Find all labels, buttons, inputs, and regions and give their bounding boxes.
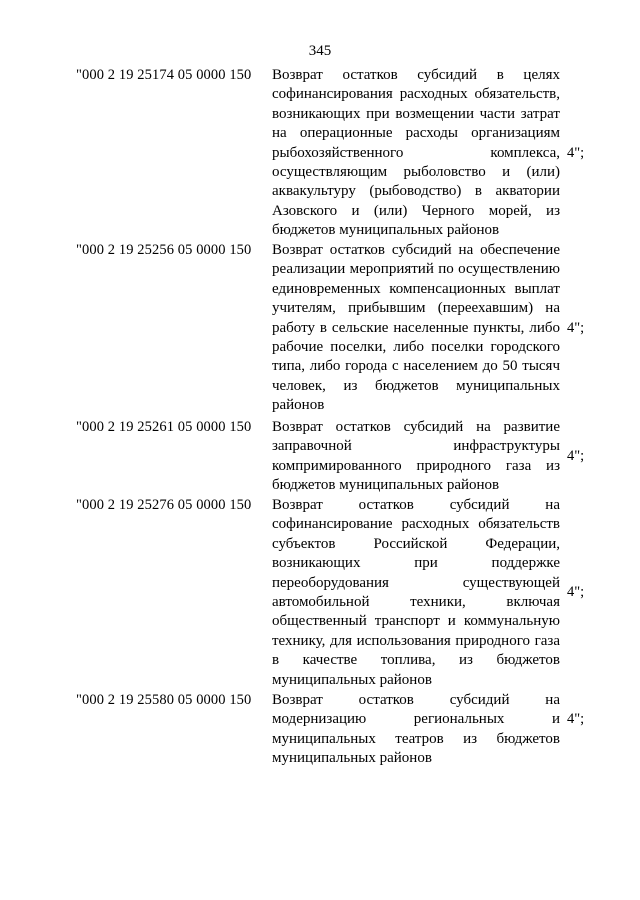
row-description: Возврат остатков субсидий в целях софинансирования расходных обязательств, возникающих при возмещении части затрат на операционные расходы организациям рыбохозяйственного комплекса, осуществляющим рыболовство и (или) аквакультуру (рыбоводство) в акватории Азовского и (или) Черного морей, из бюджетов муниципальных районов (272, 67, 560, 239)
table-row (76, 66, 596, 240)
budget-code: "000 2 19 25580 05 0000 150 (76, 692, 252, 708)
row-description: Возврат остатков субсидий на развитие заправочной инфраструктуры компримированного природного газа из бюджетов муниципальных районов (272, 419, 560, 494)
table-row (76, 496, 596, 690)
row-amount: 4"; (567, 145, 585, 161)
row-amount: 4"; (567, 711, 585, 727)
row-description: Возврат остатков субсидий на модернизацию региональных и муниципальных театров из бюджетов муниципальных районов (272, 692, 560, 767)
row-amount: 4"; (567, 448, 585, 464)
table-row (76, 418, 596, 496)
table-row (76, 241, 596, 415)
budget-code: "000 2 19 25174 05 0000 150 (76, 67, 252, 83)
row-description: Возврат остатков субсидий на софинансирование расходных обязательств субъектов Российской Федерации, возникающих при поддержке переоборудования существующей автомобильной техники, включая общественный транспорт и коммунальную технику, для использования природного газа в качестве топлива, из бюджетов муниципальных районов (272, 497, 560, 688)
table-row (76, 691, 596, 767)
row-description: Возврат остатков субсидий на обеспечение реализации мероприятий по осуществлению единовременных компенсационных выплат учителям, прибывшим (переехавшим) на работу в сельские населенные пункты, либо рабочие поселки, либо поселки городского типа, либо города с населением до 50 тысяч человек, из бюджетов муниципальных районов (272, 242, 560, 414)
budget-code: "000 2 19 25261 05 0000 150 (76, 419, 252, 435)
row-amount: 4"; (567, 320, 585, 336)
budget-code: "000 2 19 25256 05 0000 150 (76, 242, 252, 258)
budget-code: "000 2 19 25276 05 0000 150 (76, 497, 252, 513)
row-amount: 4"; (567, 584, 585, 600)
page-number: 345 (308, 43, 332, 59)
